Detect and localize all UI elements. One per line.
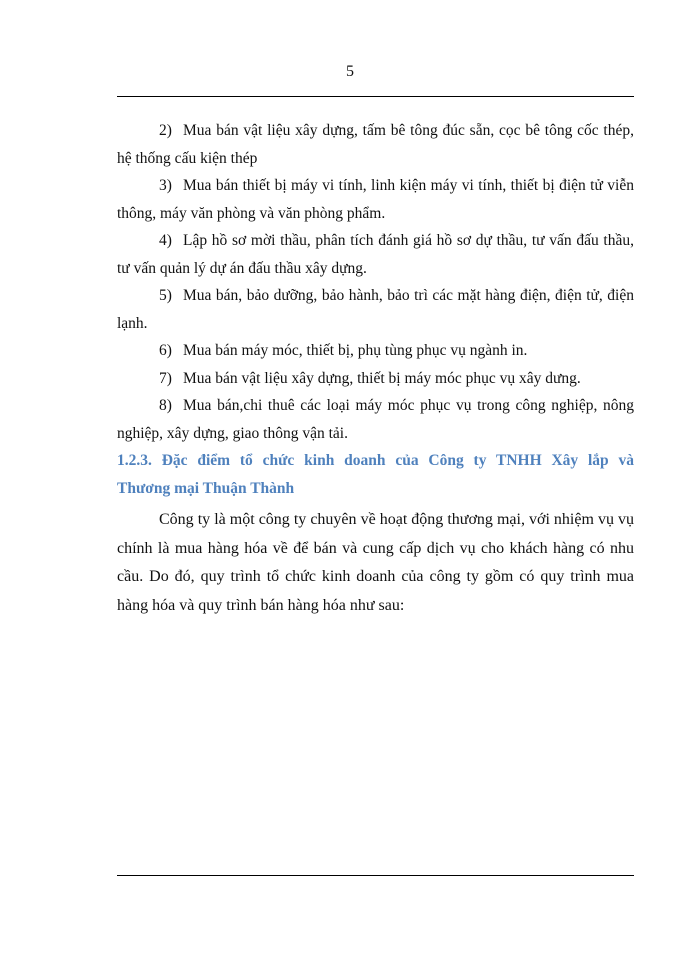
list-item-text: Lập hồ sơ mời thầu, phân tích đánh giá hồ sơ dự thầu, tư vấn đấu thầu, tư vấn quản lý dự án đấu thầu xây dựng.	[117, 232, 634, 277]
footer-rule	[117, 875, 634, 876]
section-heading	[117, 447, 634, 503]
list-item-text: Mua bán vật liệu xây dựng, tấm bê tông đúc sẵn, cọc bê tông cốc thép, hệ thống cấu kiện thép	[117, 122, 634, 167]
section-heading-line2: Thương mại Thuận Thành	[117, 480, 295, 497]
list-item-text: Mua bán máy móc, thiết bị, phụ tùng phục vụ ngành in.	[183, 342, 528, 359]
list-item-text: Mua bán, bảo dưỡng, bảo hành, bảo trì các mặt hàng điện, điện tử, điện lạnh.	[117, 287, 634, 332]
section-heading-line1: 1.2.3. Đặc điểm tổ chức kinh doanh của Công ty TNHH Xây lắp và	[117, 452, 634, 469]
page-content	[117, 117, 634, 620]
list-item	[117, 365, 634, 393]
list-item-number: 2)	[159, 122, 172, 139]
list-item-text: Mua bán vật liệu xây dựng, thiết bị máy móc phục vụ xây dưng.	[183, 369, 581, 387]
section-paragraph: Công ty là một công ty chuyên về hoạt động thương mại, với nhiệm vụ vụ chính là mua hàng hóa về để bán và cung cấp dịch vụ cho khách hàng có nhu cầu. Do đó, quy trình tổ chức kinh doanh của công ty gồm có quy trình mua hàng hóa và quy trình bán hàng hóa như sau:	[117, 511, 634, 614]
list-item-text: Mua bán thiết bị máy vi tính, linh kiện máy vi tính, thiết bị điện tử viễn thông, máy văn phòng và văn phòng phẩm.	[117, 177, 634, 222]
list-item	[117, 337, 634, 365]
list-item-number: 5)	[159, 287, 172, 304]
list-item	[117, 392, 634, 447]
list-item-number: 7)	[159, 369, 172, 387]
header-rule	[117, 96, 634, 97]
page-number: 5	[346, 63, 354, 80]
list-item-number: 8)	[159, 397, 172, 414]
list-item	[117, 227, 634, 282]
list-item	[117, 117, 634, 172]
list-item-text: Mua bán,chi thuê các loại máy móc phục vụ trong công nghiệp, nông nghiệp, xây dựng, giao thông vận tải.	[117, 397, 634, 442]
list-item-number: 3)	[159, 177, 172, 194]
list-item	[117, 172, 634, 227]
list-item-number: 6)	[159, 342, 172, 359]
list-item	[117, 282, 634, 337]
list-item-number: 4)	[159, 232, 172, 249]
